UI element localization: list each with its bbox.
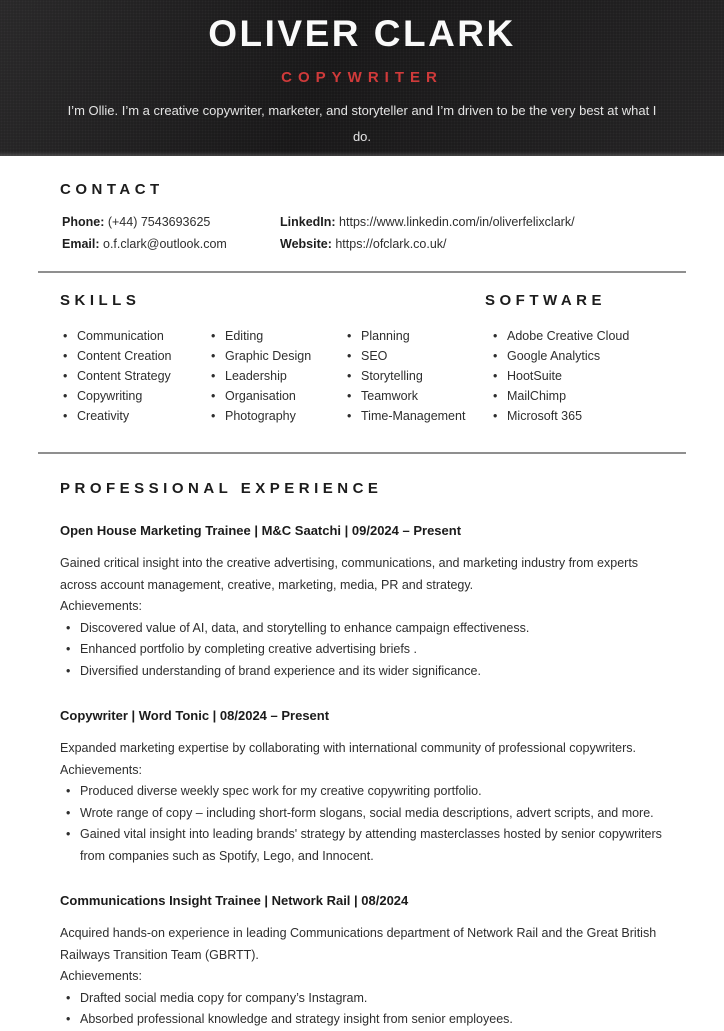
skill-item: • Content Strategy (62, 366, 210, 386)
job-entry-1 (60, 523, 664, 682)
software-item: • Adobe Creative Cloud (492, 326, 686, 346)
achievements-label: Achievements: (60, 762, 142, 777)
tagline: I’m Ollie. I’m a creative copywriter, marketer, and storyteller and I’m driven to be the very best at what I do. (67, 103, 657, 144)
job-description: Acquired hands-on experience in leading Communications department of Network Rail and the Great British Railways Transition Team (GBRTT). (60, 926, 657, 962)
achievement-item: • Absorbed professional knowledge and strategy insight from senior employees. (60, 1009, 664, 1031)
skill-item: • Content Creation (62, 346, 210, 366)
skill-item: • Graphic Design (210, 346, 346, 366)
contact-label: Email: (62, 236, 100, 251)
contact-item-email (62, 234, 280, 256)
skill-item: • Organisation (210, 386, 346, 406)
contact-item-phone (62, 212, 280, 234)
achievement-item: • Drafted social media copy for company’s Instagram. (60, 988, 664, 1010)
contact-value: (+44) 7543693625 (107, 215, 211, 229)
contact-heading: CONTACT (60, 181, 164, 198)
skills-column-3 (346, 326, 492, 426)
software-heading: SOFTWARE (485, 292, 606, 309)
skill-item: • Leadership (210, 366, 346, 386)
skills-headings-row (60, 292, 686, 309)
skill-item: • Time-Management (346, 406, 492, 426)
job-description: Expanded marketing expertise by collaborating with international community of professional copywriters. (60, 741, 636, 755)
software-item: • HootSuite (492, 366, 686, 386)
contact-label: Website: (280, 236, 332, 251)
skill-item: • Photography (210, 406, 346, 426)
experience-heading: PROFESSIONAL EXPERIENCE (60, 480, 383, 497)
achievement-item: • Enhanced portfolio by completing creative advertising briefs . (60, 639, 664, 661)
achievement-item: • Discovered value of AI, data, and storytelling to enhance campaign effectiveness. (60, 618, 664, 640)
skill-item: • Teamwork (346, 386, 492, 406)
skill-item: • Editing (210, 326, 346, 346)
name-heading: OLIVER CLARK (208, 13, 516, 54)
contact-value: o.f.clark@outlook.com (103, 236, 227, 251)
software-item: • Microsoft 365 (492, 406, 686, 426)
skill-item: • Planning (346, 326, 492, 346)
skill-item: • Communication (62, 326, 210, 346)
experience-section (0, 454, 724, 1031)
skills-column-1 (62, 326, 210, 426)
contact-grid (62, 212, 664, 255)
software-item: • MailChimp (492, 386, 686, 406)
skill-item: • SEO (346, 346, 492, 366)
achievements-label: Achievements: (60, 969, 142, 983)
achievements-list (60, 618, 664, 683)
achievement-item: • Produced diverse weekly spec work for my creative copywriting portfolio. (60, 781, 664, 803)
achievement-item: • Gained vital insight into leading brands' strategy by attending masterclasses hosted by senior copywriters from companies such as Spotify, Lego, and Innocent. (60, 824, 664, 867)
job-title: Communications Insight Trainee | Network Rail | 08/2024 (60, 893, 409, 908)
contact-item-website (280, 234, 664, 256)
achievements-list (60, 988, 664, 1031)
resume-header (0, 0, 724, 156)
skills-section (0, 273, 724, 426)
skill-item: • Creativity (62, 406, 210, 426)
skill-item: • Copywriting (62, 386, 210, 406)
role-title: COPYWRITER (281, 69, 443, 86)
skill-item: • Storytelling (346, 366, 492, 386)
skills-heading: SKILLS (60, 292, 141, 309)
achievement-item: • Diversified understanding of brand experience and its wider significance. (60, 661, 664, 683)
achievements-list (60, 781, 664, 867)
job-title: Open House Marketing Trainee | M&C Saatchi | 09/2024 – Present (60, 523, 462, 538)
contact-label: LinkedIn: (280, 215, 336, 229)
contact-value: https://www.linkedin.com/in/oliverfelixclark/ (339, 215, 575, 229)
software-column (492, 326, 686, 426)
job-title: Copywriter | Word Tonic | 08/2024 – Present (60, 708, 330, 723)
skills-columns (62, 326, 686, 426)
job-entry-3 (60, 893, 664, 1031)
contact-label: Phone: (62, 215, 105, 229)
skills-column-2 (210, 326, 346, 426)
achievements-label: Achievements: (60, 599, 142, 613)
job-description: Gained critical insight into the creative advertising, communications, and marketing industry from experts across account management, creative, marketing, media, PR and strategy. (60, 556, 639, 592)
job-entry-2 (60, 708, 664, 867)
contact-item-linkedin (280, 212, 664, 234)
software-item: • Google Analytics (492, 346, 686, 366)
contact-section (0, 156, 724, 255)
contact-value: https://ofclark.co.uk/ (335, 236, 447, 251)
achievement-item: • Wrote range of copy – including short-form slogans, social media descriptions, advert scripts, and more. (60, 803, 664, 825)
